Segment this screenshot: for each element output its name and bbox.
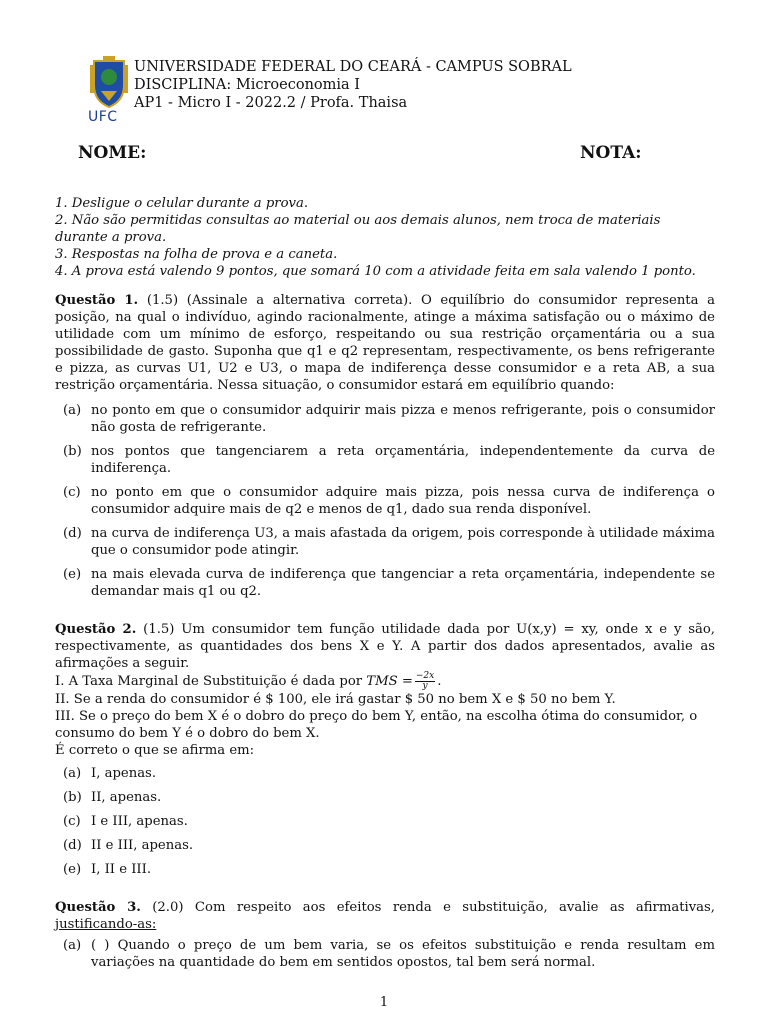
ufc-logo [86,55,132,123]
statement-2: II. Se a renda do consumidor é $ 100, ele irá gastar $ 50 no bem X e $ 50 no bem Y. [55,692,616,707]
discipline: DISCIPLINA: Microeconomia I [134,77,361,93]
option-label: (b) [63,444,82,459]
question-2-options [55,765,715,878]
exam-header [86,55,706,130]
question-2-label: Questão 2. [55,622,137,637]
question-3-options [55,937,715,971]
statement-1 [55,672,715,691]
option-item [55,484,715,518]
option-text: na mais elevada curva de indiferença que tangenciar a reta orçamentária, independente se demandar mais q1 ou q2. [91,567,715,599]
option-item [55,402,715,436]
option-label: (a) [63,766,82,781]
exam-info: AP1 - Micro I - 2022.2 / Profa. Thaisa [134,95,408,111]
fraction-numerator: −2x [415,671,435,681]
option-item [55,789,715,806]
option-text: II e III, apenas. [91,838,194,853]
question-3-underlined: justificando-as: [55,917,157,932]
tms-fraction [415,672,435,691]
option-text: I, apenas. [91,766,157,781]
rule-item: 2. Não são permitidas consultas ao material ou aos demais alunos, nem troca de materiais durante a prova. [55,213,661,245]
option-label: (e) [63,862,82,877]
option-label: (a) [63,938,82,953]
option-label: (b) [63,790,82,805]
option-text: I, II e III. [91,862,152,877]
rule-item: 1. Desligue o celular durante a prova. [55,196,309,211]
statement-1-suffix: . [437,674,442,689]
question-3-text: (2.0) Com respeito aos efeitos renda e substituição, avalie as afirmativas, [152,900,715,915]
page-number: 1 [379,995,389,1010]
question-1-options [55,402,715,600]
rules-list [55,195,715,280]
option-text: ( ) Quando o preço de um bem varia, se os efeitos substituição e renda resultam em variações na quantidade do bem em sentidos opostos, tal bem será normal. [91,938,715,970]
question-2-text: (1.5) Um consumidor tem função utilidade dada por U(x,y) = xy, onde x e y são, respectivamente, as quantidades dos bens X e Y. A partir dos dados apresentados, avalie as afirmações a seguir. [55,622,715,671]
option-item [55,837,715,854]
option-label: (e) [63,567,82,582]
university-name: UNIVERSIDADE FEDERAL DO CEARÁ - CAMPUS SOBRAL [134,59,572,75]
nome-label: NOME: [78,143,147,163]
option-text: na curva de indiferença U3, a mais afastada da origem, pois corresponde à utilidade máxima que o consumidor pode atingir. [91,526,715,558]
option-item [55,765,715,782]
option-label: (a) [63,403,82,418]
option-text: I e III, apenas. [91,814,188,829]
tms-formula: TMS = [366,674,413,689]
question-3 [55,899,715,971]
option-text: nos pontos que tangenciarem a reta orçamentária, independentemente da curva de indiferença. [91,444,715,476]
rule-item: 4. A prova está valendo 9 pontos, que somará 10 com a atividade feita em sala valendo 1 ponto. [55,264,696,279]
option-item [55,566,715,600]
option-item [55,813,715,830]
option-label: (d) [63,838,82,853]
option-label: (c) [63,485,81,500]
option-item [55,525,715,559]
option-text: no ponto em que o consumidor adquirir mais pizza e menos refrigerante, pois o consumidor não gosta de refrigerante. [91,403,715,435]
institution-block [134,58,572,112]
option-text: II, apenas. [91,790,162,805]
question-1-text: (1.5) (Assinale a alternativa correta). O equilíbrio do consumidor representa a posição, na qual o indivíduo, agindo racionalmente, atinge a máxima satisfação ou o máximo de utilidade com um mínimo de esforço, respeitando ou sua restrição orçamentária ou a sua possibilidade de gasto. Suponha que q1 e q2 representam, respectivamente, os bens refrigerante e pizza, as curvas U1, U2 e U3, o mapa de indiferença desse consumidor e a reta AB, a sua restrição orçamentária. Nessa situação, o consumidor estará em equilíbrio quando: [55,293,715,393]
option-item [55,861,715,878]
ufc-crest-icon [86,55,132,109]
question-1-label: Questão 1. [55,293,139,308]
option-label: (d) [63,526,82,541]
fraction-denominator: y [422,681,428,691]
option-label: (c) [63,814,81,829]
option-item [55,937,715,971]
option-text: no ponto em que o consumidor adquire mais pizza, pois nessa curva de indiferença o consumidor adquire mais de q2 e menos de q1, dado sua renda disponível. [91,485,715,517]
question-2 [55,621,715,878]
logo-text: UFC [88,109,118,125]
question-3-label: Questão 3. [55,900,141,915]
statement-1-text: I. A Taxa Marginal de Substituição é dada por [55,674,363,689]
exam-content [55,195,715,978]
nota-label: NOTA: [580,143,642,163]
question-2-prompt: É correto o que se afirma em: [55,743,255,758]
option-item [55,443,715,477]
statement-3: III. Se o preço do bem X é o dobro do preço do bem Y, então, na escolha ótima do consumidor, o consumo do bem Y é o dobro do bem X. [55,709,698,741]
question-1 [55,292,715,600]
rule-item: 3. Respostas na folha de prova e a caneta. [55,247,338,262]
